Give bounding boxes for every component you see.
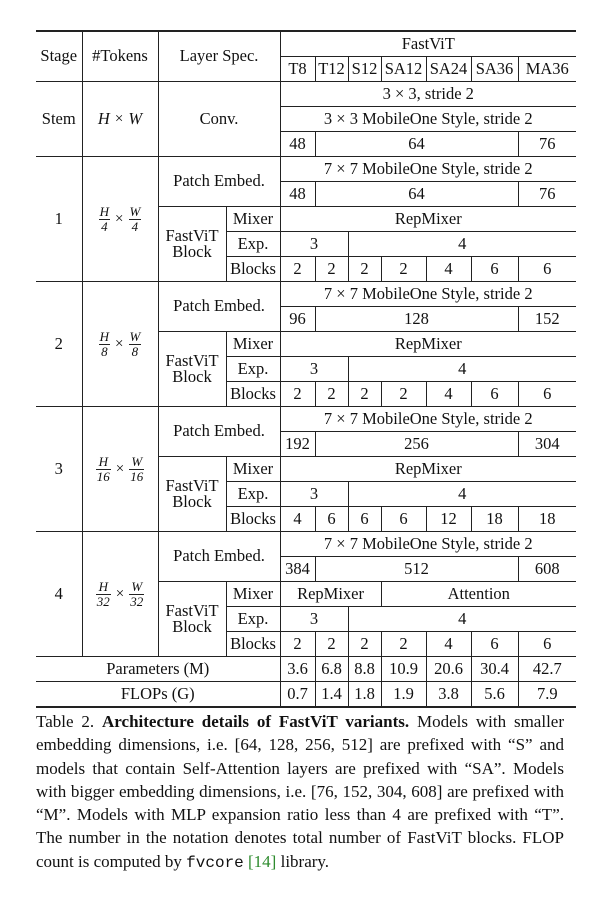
mixer-value: RepMixer <box>280 332 576 357</box>
mixer-value: RepMixer <box>280 207 576 232</box>
blocks-value: 6 <box>348 507 381 532</box>
blocks-label: Blocks <box>226 632 280 657</box>
caption-body: Models with smaller embedding dimensions, i.e. [64, 128, 256, 512] are prefixed with “S” and models that contain Self-Attention layers are prefixed with “SA”. Models with bigger embedding dimensions, i.e. [76, 152, 304, 608] are prefixed with “M”. Models with MLP expansion ratio less than 4 are prefixed with “T”. The number in the notation denotes total number of FastViT blocks. FLOP count is computed by <box>36 712 564 871</box>
stem-tokens: H × W <box>82 82 158 157</box>
dim-cell: 304 <box>518 432 576 457</box>
patch-embed-label: Patch Embed. <box>158 282 280 332</box>
dim-cell: 128 <box>315 307 518 332</box>
fastvit-block-label: FastViT Block <box>158 332 226 407</box>
dim-cell: 76 <box>518 182 576 207</box>
patch-embed-spec: 7 × 7 MobileOne Style, stride 2 <box>280 532 576 557</box>
stage-number: 2 <box>36 282 82 407</box>
flops-label: FLOPs (G) <box>36 682 280 708</box>
mixer-value: RepMixer <box>280 582 381 607</box>
exp-value: 3 <box>280 607 348 632</box>
dim-cell: 192 <box>280 432 315 457</box>
exp-value: 3 <box>280 232 348 257</box>
exp-label: Exp. <box>226 482 280 507</box>
fastvit-block-label: FastViT Block <box>158 582 226 657</box>
architecture-table <box>36 30 576 708</box>
params-value: 8.8 <box>348 657 381 682</box>
flops-value: 1.9 <box>381 682 426 708</box>
header-layer-spec: Layer Spec. <box>158 31 280 82</box>
exp-value: 4 <box>348 607 576 632</box>
dim-cell: 256 <box>315 432 518 457</box>
params-value: 42.7 <box>518 657 576 682</box>
blocks-value: 2 <box>280 382 315 407</box>
params-value: 30.4 <box>471 657 518 682</box>
stage-tokens: $\frac{H}{32}$ × $\frac{W}{32}$ <box>82 532 158 657</box>
stage-3-patch-row <box>36 407 576 432</box>
blocks-value: 4 <box>280 507 315 532</box>
params-value: 6.8 <box>315 657 348 682</box>
blocks-value: 2 <box>315 382 348 407</box>
stage-2-patch-row <box>36 282 576 307</box>
variant-header: T8 <box>280 57 315 82</box>
dim-cell: 512 <box>315 557 518 582</box>
dim-cell: 608 <box>518 557 576 582</box>
blocks-value: 6 <box>518 632 576 657</box>
mixer-label: Mixer <box>226 332 280 357</box>
blocks-value: 4 <box>426 382 471 407</box>
exp-label: Exp. <box>226 232 280 257</box>
params-value: 20.6 <box>426 657 471 682</box>
dim-cell: 384 <box>280 557 315 582</box>
blocks-label: Blocks <box>226 382 280 407</box>
fastvit-block-label: FastViT Block <box>158 457 226 532</box>
dim-cell: 152 <box>518 307 576 332</box>
header-tokens: #Tokens <box>82 31 158 82</box>
exp-label: Exp. <box>226 357 280 382</box>
patch-embed-spec: 7 × 7 MobileOne Style, stride 2 <box>280 282 576 307</box>
citation-link[interactable]: [14] <box>248 851 277 871</box>
variant-header: S12 <box>348 57 381 82</box>
blocks-value: 2 <box>280 257 315 282</box>
params-value: 3.6 <box>280 657 315 682</box>
stem-mobileone: 3 × 3 MobileOne Style, stride 2 <box>280 107 576 132</box>
caption-end: library. <box>276 851 330 871</box>
dim-cell: 48 <box>280 182 315 207</box>
blocks-value: 6 <box>471 382 518 407</box>
flops-value: 3.8 <box>426 682 471 708</box>
patch-embed-label: Patch Embed. <box>158 157 280 207</box>
dim-cell: 64 <box>315 182 518 207</box>
blocks-value: 6 <box>518 382 576 407</box>
mixer-label: Mixer <box>226 582 280 607</box>
header-fastvit: FastViT <box>280 31 576 57</box>
caption-prefix: Table 2. <box>36 712 103 731</box>
stem-conv: 3 × 3, stride 2 <box>280 82 576 107</box>
blocks-value: 2 <box>280 632 315 657</box>
mixer-value: RepMixer <box>280 457 576 482</box>
exp-value: 4 <box>348 482 576 507</box>
blocks-value: 6 <box>518 257 576 282</box>
caption-code: fvcore <box>186 853 244 872</box>
mixer-value: Attention <box>381 582 576 607</box>
dim-cell: 48 <box>280 132 315 157</box>
blocks-value: 6 <box>381 507 426 532</box>
blocks-value: 2 <box>315 632 348 657</box>
table-caption <box>36 710 564 875</box>
flops-value: 1.8 <box>348 682 381 708</box>
blocks-value: 2 <box>381 632 426 657</box>
stage-tokens: $\frac{H}{8}$ × $\frac{W}{8}$ <box>82 282 158 407</box>
variant-header: MA36 <box>518 57 576 82</box>
variant-header: SA24 <box>426 57 471 82</box>
patch-embed-spec: 7 × 7 MobileOne Style, stride 2 <box>280 407 576 432</box>
stage-number: 4 <box>36 532 82 657</box>
blocks-value: 12 <box>426 507 471 532</box>
blocks-value: 2 <box>348 382 381 407</box>
blocks-value: 6 <box>471 257 518 282</box>
fastvit-block-label: FastViT Block <box>158 207 226 282</box>
blocks-value: 4 <box>426 257 471 282</box>
variant-header: T12 <box>315 57 348 82</box>
exp-value: 4 <box>348 232 576 257</box>
blocks-value: 2 <box>348 257 381 282</box>
blocks-value: 18 <box>471 507 518 532</box>
patch-embed-spec: 7 × 7 MobileOne Style, stride 2 <box>280 157 576 182</box>
stage-tokens: $\frac{H}{4}$ × $\frac{W}{4}$ <box>82 157 158 282</box>
caption-title: Architecture details of FastViT variants. <box>102 712 410 731</box>
blocks-value: 2 <box>381 257 426 282</box>
blocks-value: 2 <box>315 257 348 282</box>
blocks-value: 6 <box>315 507 348 532</box>
exp-value: 4 <box>348 357 576 382</box>
blocks-value: 2 <box>381 382 426 407</box>
exp-label: Exp. <box>226 607 280 632</box>
variant-header: SA12 <box>381 57 426 82</box>
mixer-label: Mixer <box>226 457 280 482</box>
mixer-label: Mixer <box>226 207 280 232</box>
patch-embed-label: Patch Embed. <box>158 407 280 457</box>
stage-number: 1 <box>36 157 82 282</box>
dim-cell: 96 <box>280 307 315 332</box>
blocks-label: Blocks <box>226 257 280 282</box>
blocks-label: Blocks <box>226 507 280 532</box>
stem-row-1 <box>36 82 576 107</box>
header-stage: Stage <box>36 31 82 82</box>
header-row-1 <box>36 31 576 57</box>
blocks-value: 6 <box>471 632 518 657</box>
stage-4-patch-row <box>36 532 576 557</box>
patch-embed-label: Patch Embed. <box>158 532 280 582</box>
stem-layer: Conv. <box>158 82 280 157</box>
stem-stage: Stem <box>36 82 82 157</box>
stage-tokens: $\frac{H}{16}$ × $\frac{W}{16}$ <box>82 407 158 532</box>
blocks-value: 2 <box>348 632 381 657</box>
flops-value: 1.4 <box>315 682 348 708</box>
stage-number: 3 <box>36 407 82 532</box>
dim-cell: 76 <box>518 132 576 157</box>
exp-value: 3 <box>280 357 348 382</box>
flops-row <box>36 682 576 708</box>
params-value: 10.9 <box>381 657 426 682</box>
stage-1-patch-row <box>36 157 576 182</box>
flops-value: 0.7 <box>280 682 315 708</box>
exp-value: 3 <box>280 482 348 507</box>
flops-value: 7.9 <box>518 682 576 708</box>
flops-value: 5.6 <box>471 682 518 708</box>
blocks-value: 18 <box>518 507 576 532</box>
params-row <box>36 657 576 682</box>
params-label: Parameters (M) <box>36 657 280 682</box>
dim-cell: 64 <box>315 132 518 157</box>
variant-header: SA36 <box>471 57 518 82</box>
blocks-value: 4 <box>426 632 471 657</box>
